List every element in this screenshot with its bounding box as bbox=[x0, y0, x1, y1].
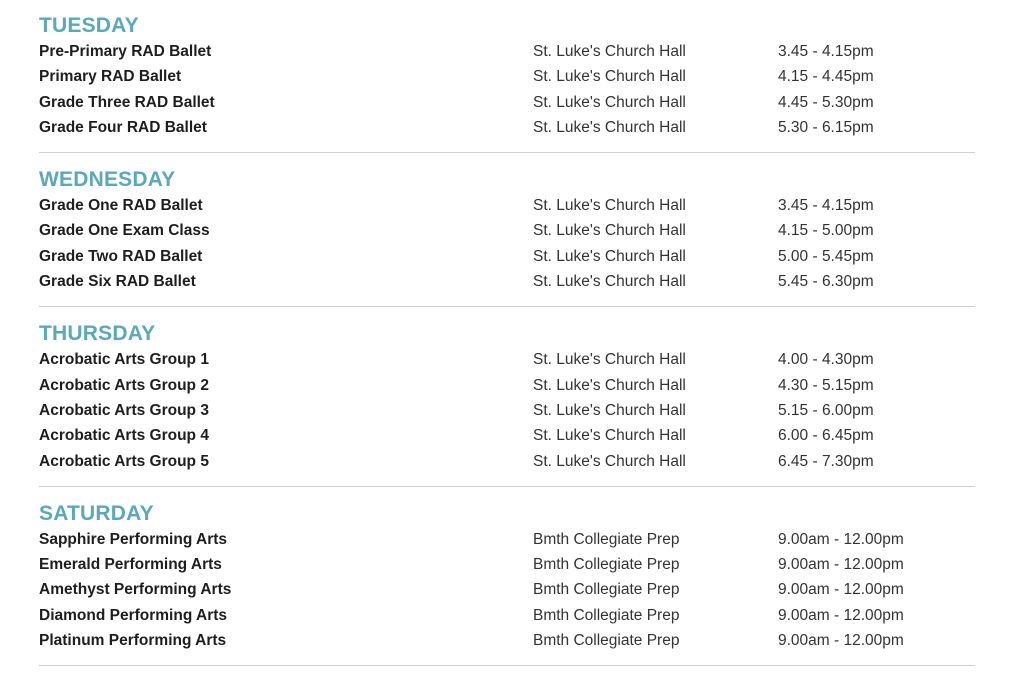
class-venue: St. Luke's Church Hall bbox=[533, 93, 686, 111]
class-row bbox=[39, 269, 975, 294]
class-row bbox=[39, 423, 975, 448]
class-name: Acrobatic Arts Group 2 bbox=[39, 376, 209, 394]
class-venue: St. Luke's Church Hall bbox=[533, 247, 686, 265]
class-time: 5.00 - 5.45pm bbox=[778, 247, 874, 265]
class-time: 3.45 - 4.15pm bbox=[778, 197, 874, 215]
class-time: 4.45 - 5.30pm bbox=[778, 93, 874, 111]
class-time: 6.45 - 7.30pm bbox=[778, 452, 874, 470]
class-row bbox=[39, 373, 975, 398]
class-venue: St. Luke's Church Hall bbox=[533, 452, 686, 470]
class-time: 4.00 - 4.30pm bbox=[778, 351, 874, 369]
day-section-saturday bbox=[39, 501, 975, 666]
class-venue: Bmth Collegiate Prep bbox=[533, 556, 680, 574]
class-name: Grade Three RAD Ballet bbox=[39, 93, 215, 111]
class-row bbox=[39, 527, 975, 552]
class-venue: St. Luke's Church Hall bbox=[533, 351, 686, 369]
class-venue: Bmth Collegiate Prep bbox=[533, 632, 680, 650]
class-row bbox=[39, 577, 975, 602]
class-name: Acrobatic Arts Group 1 bbox=[39, 351, 209, 369]
class-row bbox=[39, 115, 975, 140]
class-time: 9.00am - 12.00pm bbox=[778, 581, 904, 599]
class-name: Amethyst Performing Arts bbox=[39, 581, 232, 599]
class-time: 4.30 - 5.15pm bbox=[778, 376, 874, 394]
class-venue: Bmth Collegiate Prep bbox=[533, 530, 680, 548]
class-row bbox=[39, 628, 975, 653]
class-name: Platinum Performing Arts bbox=[39, 632, 227, 650]
class-name: Acrobatic Arts Group 3 bbox=[39, 401, 209, 419]
class-row bbox=[39, 449, 975, 474]
class-row bbox=[39, 347, 975, 372]
day-section-wednesday bbox=[39, 167, 975, 307]
class-name: Acrobatic Arts Group 5 bbox=[39, 452, 209, 470]
class-time: 5.15 - 6.00pm bbox=[778, 401, 874, 419]
day-heading: WEDNESDAY bbox=[39, 168, 176, 192]
class-time: 9.00am - 12.00pm bbox=[778, 530, 904, 548]
class-row bbox=[39, 552, 975, 577]
class-name: Grade Two RAD Ballet bbox=[39, 247, 203, 265]
class-timetable bbox=[39, 13, 975, 680]
class-name: Grade Six RAD Ballet bbox=[39, 273, 196, 291]
class-time: 9.00am - 12.00pm bbox=[778, 606, 904, 624]
day-heading: THURSDAY bbox=[39, 322, 156, 346]
class-venue: St. Luke's Church Hall bbox=[533, 376, 686, 394]
class-name: Grade One Exam Class bbox=[39, 222, 210, 240]
class-name: Grade Four RAD Ballet bbox=[39, 118, 207, 136]
class-name: Acrobatic Arts Group 4 bbox=[39, 427, 209, 445]
class-venue: St. Luke's Church Hall bbox=[533, 197, 686, 215]
class-name: Emerald Performing Arts bbox=[39, 556, 222, 574]
class-row bbox=[39, 244, 975, 269]
class-row bbox=[39, 39, 975, 64]
class-name: Grade One RAD Ballet bbox=[39, 197, 203, 215]
day-heading: SATURDAY bbox=[39, 501, 154, 525]
class-venue: St. Luke's Church Hall bbox=[533, 222, 686, 240]
class-name: Pre-Primary RAD Ballet bbox=[39, 43, 212, 60]
class-time: 4.15 - 4.45pm bbox=[778, 68, 874, 86]
class-time: 5.30 - 6.15pm bbox=[778, 118, 874, 136]
class-name: Primary RAD Ballet bbox=[39, 68, 182, 86]
day-section-thursday bbox=[39, 321, 975, 486]
class-time: 4.15 - 5.00pm bbox=[778, 222, 874, 240]
class-time: 9.00am - 12.00pm bbox=[778, 632, 904, 650]
class-row bbox=[39, 218, 975, 243]
class-venue: St. Luke's Church Hall bbox=[533, 401, 686, 419]
class-venue: St. Luke's Church Hall bbox=[533, 273, 686, 291]
class-row bbox=[39, 193, 975, 218]
day-section-tuesday bbox=[39, 13, 975, 153]
class-row bbox=[39, 64, 975, 89]
class-time: 6.00 - 6.45pm bbox=[778, 427, 874, 445]
class-venue: St. Luke's Church Hall bbox=[533, 43, 686, 60]
class-name: Diamond Performing Arts bbox=[39, 606, 228, 624]
class-venue: St. Luke's Church Hall bbox=[533, 118, 686, 136]
day-heading: TUESDAY bbox=[39, 14, 139, 37]
class-row bbox=[39, 90, 975, 115]
class-row bbox=[39, 398, 975, 423]
class-venue: Bmth Collegiate Prep bbox=[533, 606, 680, 624]
class-venue: St. Luke's Church Hall bbox=[533, 427, 686, 445]
class-venue: St. Luke's Church Hall bbox=[533, 68, 686, 86]
class-row bbox=[39, 603, 975, 628]
class-venue: Bmth Collegiate Prep bbox=[533, 581, 680, 599]
class-time: 5.45 - 6.30pm bbox=[778, 273, 874, 291]
class-time: 3.45 - 4.15pm bbox=[778, 43, 874, 60]
class-name: Sapphire Performing Arts bbox=[39, 530, 228, 548]
class-time: 9.00am - 12.00pm bbox=[778, 556, 904, 574]
